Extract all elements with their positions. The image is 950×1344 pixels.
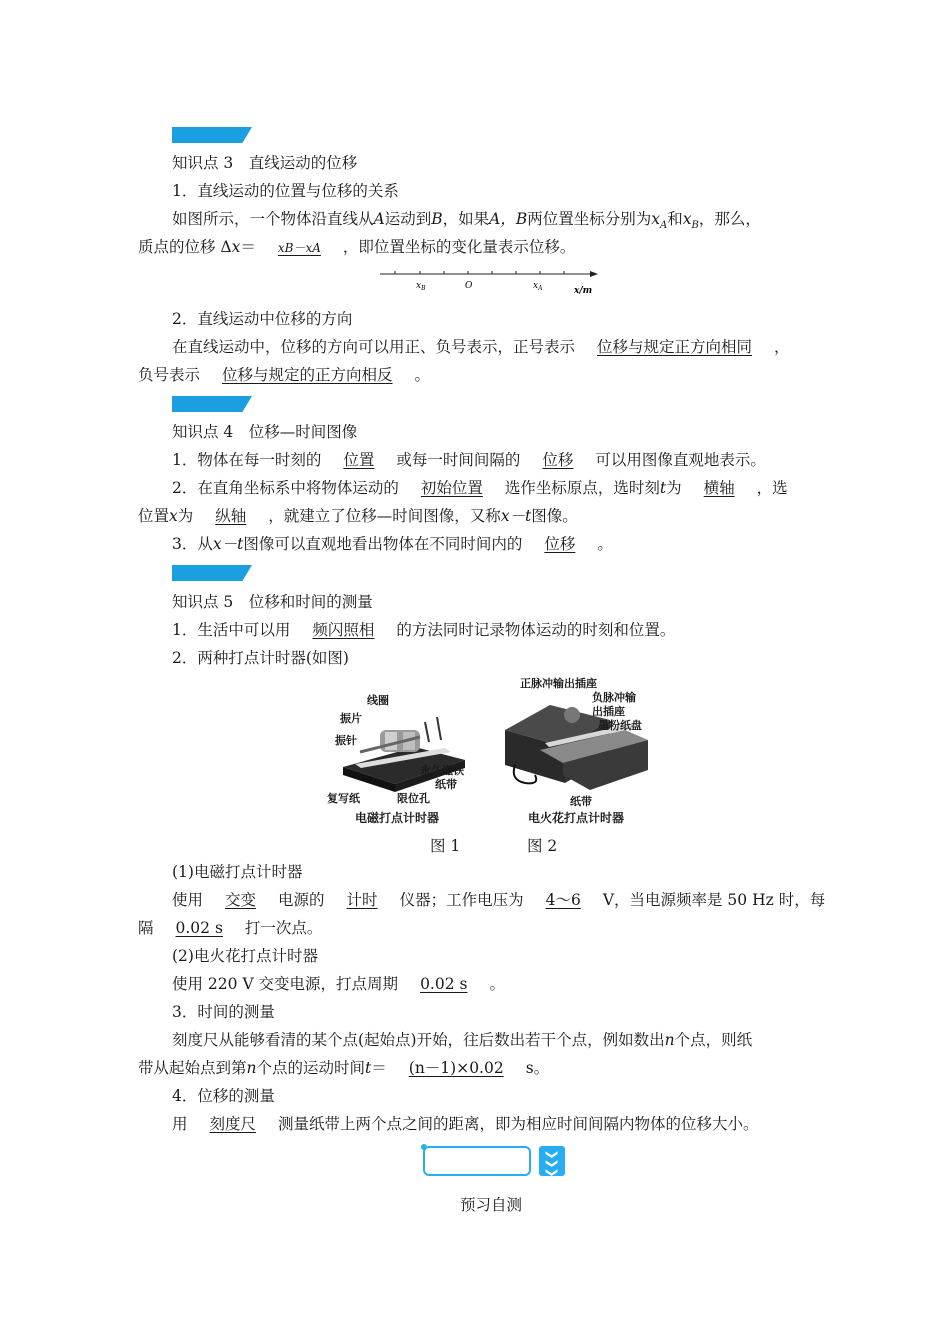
paragraph-line: 使用 220 V 交变电源，打点周期 0.02 s 。 — [172, 975, 505, 993]
paragraph-line: 2．在直角坐标系中将物体运动的 初始位置 选作坐标原点，选时刻t为 横轴 ，选 — [172, 479, 788, 497]
answer-blank: 位置 — [343, 451, 375, 469]
answer-blank: (n－1)×0.02 — [408, 1059, 504, 1077]
axis-label-origin: O — [465, 281, 473, 291]
answer-blank: 0.02 s — [420, 975, 468, 993]
paragraph-line: 刻度尺从能够看清的某个点(起始点)开始，往后数出若干个点，例如数出n个点，则纸 — [172, 1031, 753, 1049]
answer-blank: 刻度尺 — [209, 1115, 257, 1133]
label-paper-tape: 纸带 — [570, 795, 592, 808]
axis-label-xa: $x_A$ — [533, 281, 543, 292]
paragraph-line: 带从起始点到第n个点的运动时间t＝ (n－1)×0.02 s。 — [138, 1059, 550, 1077]
subheading-electromagnetic: (1)电磁打点计时器 — [172, 863, 303, 881]
answer-blank: 横轴 — [703, 479, 735, 497]
axis-unit-label: x/m — [574, 286, 593, 296]
figure-2-caption: 图 2 — [527, 837, 558, 855]
figure-electromagnetic-timer — [325, 692, 475, 827]
label-tape: 纸带 — [435, 778, 457, 791]
chevron-down-icon[interactable]: ❯ ❯ ❯ — [539, 1146, 565, 1176]
answer-blank: 计时 — [346, 891, 378, 909]
section-heading-3: 知识点 3 直线运动的位移 — [172, 154, 358, 172]
label-limit-hole: 限位孔 — [397, 792, 430, 805]
label-magnet: 永久磁铁 — [420, 764, 464, 777]
subheading-direction: 2．直线运动中位移的方向 — [172, 310, 353, 328]
paragraph-line: 负号表示 位移与规定的正方向相反 。 — [138, 366, 431, 384]
label-negative-pulse-socket-2: 出插座 — [592, 705, 625, 718]
paragraph-line: 位置x为 纵轴 ，就建立了位移—时间图像，又称x－t图像。 — [138, 507, 578, 525]
section-tag-bar — [172, 396, 252, 412]
answer-blank: 位移与规定的正方向相反 — [222, 366, 393, 384]
paragraph-line: 在直线运动中，位移的方向可以用正、负号表示，正号表示 位移与规定正方向相同 ， — [172, 338, 790, 356]
label-toner-disk: 墨粉纸盘 — [598, 719, 642, 732]
figure-2-title: 电火花打点计时器 — [528, 811, 625, 825]
paragraph-line: 使用 交变 电源的 计时 仪器；工作电压为 4～6 V，当电源频率是 50 Hz 时，每 — [172, 891, 826, 909]
answer-blank: 频闪照相 — [312, 621, 375, 639]
paragraph-line: 质点的位移 Δx＝ xB－xA ，即位置坐标的变化量表示位移。 — [138, 236, 575, 259]
figure-spark-timer — [500, 675, 655, 827]
axis-label-xb: $x_B$ — [416, 281, 426, 292]
self-test-label: 预习自测 — [460, 1196, 523, 1214]
answer-blank: 位移与规定正方向相同 — [597, 338, 753, 356]
answer-blank: 0.02 s — [175, 919, 223, 937]
answer-blank: xB－xA — [277, 241, 321, 255]
paragraph-line: 1．生活中可以用 频闪照相 的方法同时记录物体运动的时刻和位置。 — [172, 621, 676, 639]
answer-blank: 纵轴 — [215, 507, 247, 525]
paragraph-line: 用 刻度尺 测量纸带上两个点之间的距离，即为相应时间间隔内物体的位移大小。 — [172, 1115, 759, 1133]
banner-dot-icon — [421, 1144, 427, 1150]
label-reed: 振片 — [340, 712, 362, 725]
paragraph-line: 2．两种打点计时器(如图) — [172, 649, 349, 667]
subheading-displacement-measurement: 4．位移的测量 — [172, 1087, 275, 1105]
paragraph-line: 隔 0.02 s 打一次点。 — [138, 919, 323, 937]
figure-1-title: 电磁打点计时器 — [355, 811, 440, 825]
coordinate-axis-diagram — [380, 266, 600, 298]
self-test-banner-box — [423, 1146, 531, 1176]
subheading-time-measurement: 3．时间的测量 — [172, 1003, 275, 1021]
answer-blank: 4～6 — [545, 891, 581, 909]
subheading-spark: (2)电火花打点计时器 — [172, 947, 318, 965]
section-heading-4: 知识点 4 位移—时间图像 — [172, 423, 358, 441]
answer-blank: 位移 — [542, 451, 574, 469]
paragraph-line: 3．从x－t图像可以直观地看出物体在不同时间内的 位移 。 — [172, 535, 613, 553]
label-positive-pulse-socket: 正脉冲输出插座 — [520, 677, 597, 690]
paragraph-line: 1．物体在每一时刻的 位置 或每一时间间隔的 位移 可以用图像直观地表示。 — [172, 451, 766, 469]
section-tag-bar — [172, 127, 252, 143]
label-coil: 线圈 — [367, 694, 389, 707]
paragraph-line: 如图所示，一个物体沿直线从A运动到B，如果A，B两位置坐标分别为$x_A$和$x_B$，那么， — [172, 210, 761, 232]
label-carbon-paper: 复写纸 — [327, 792, 360, 805]
subheading-position-displacement: 1．直线运动的位置与位移的关系 — [172, 182, 399, 200]
answer-blank: 初始位置 — [420, 479, 483, 497]
section-tag-bar — [172, 565, 252, 581]
section-heading-5: 知识点 5 位移和时间的测量 — [172, 593, 373, 611]
label-needle: 振针 — [335, 734, 357, 747]
answer-blank: 位移 — [544, 535, 576, 553]
answer-blank: 交变 — [225, 891, 257, 909]
label-negative-pulse-socket-1: 负脉冲输 — [592, 691, 636, 704]
figure-1-caption: 图 1 — [430, 837, 461, 855]
